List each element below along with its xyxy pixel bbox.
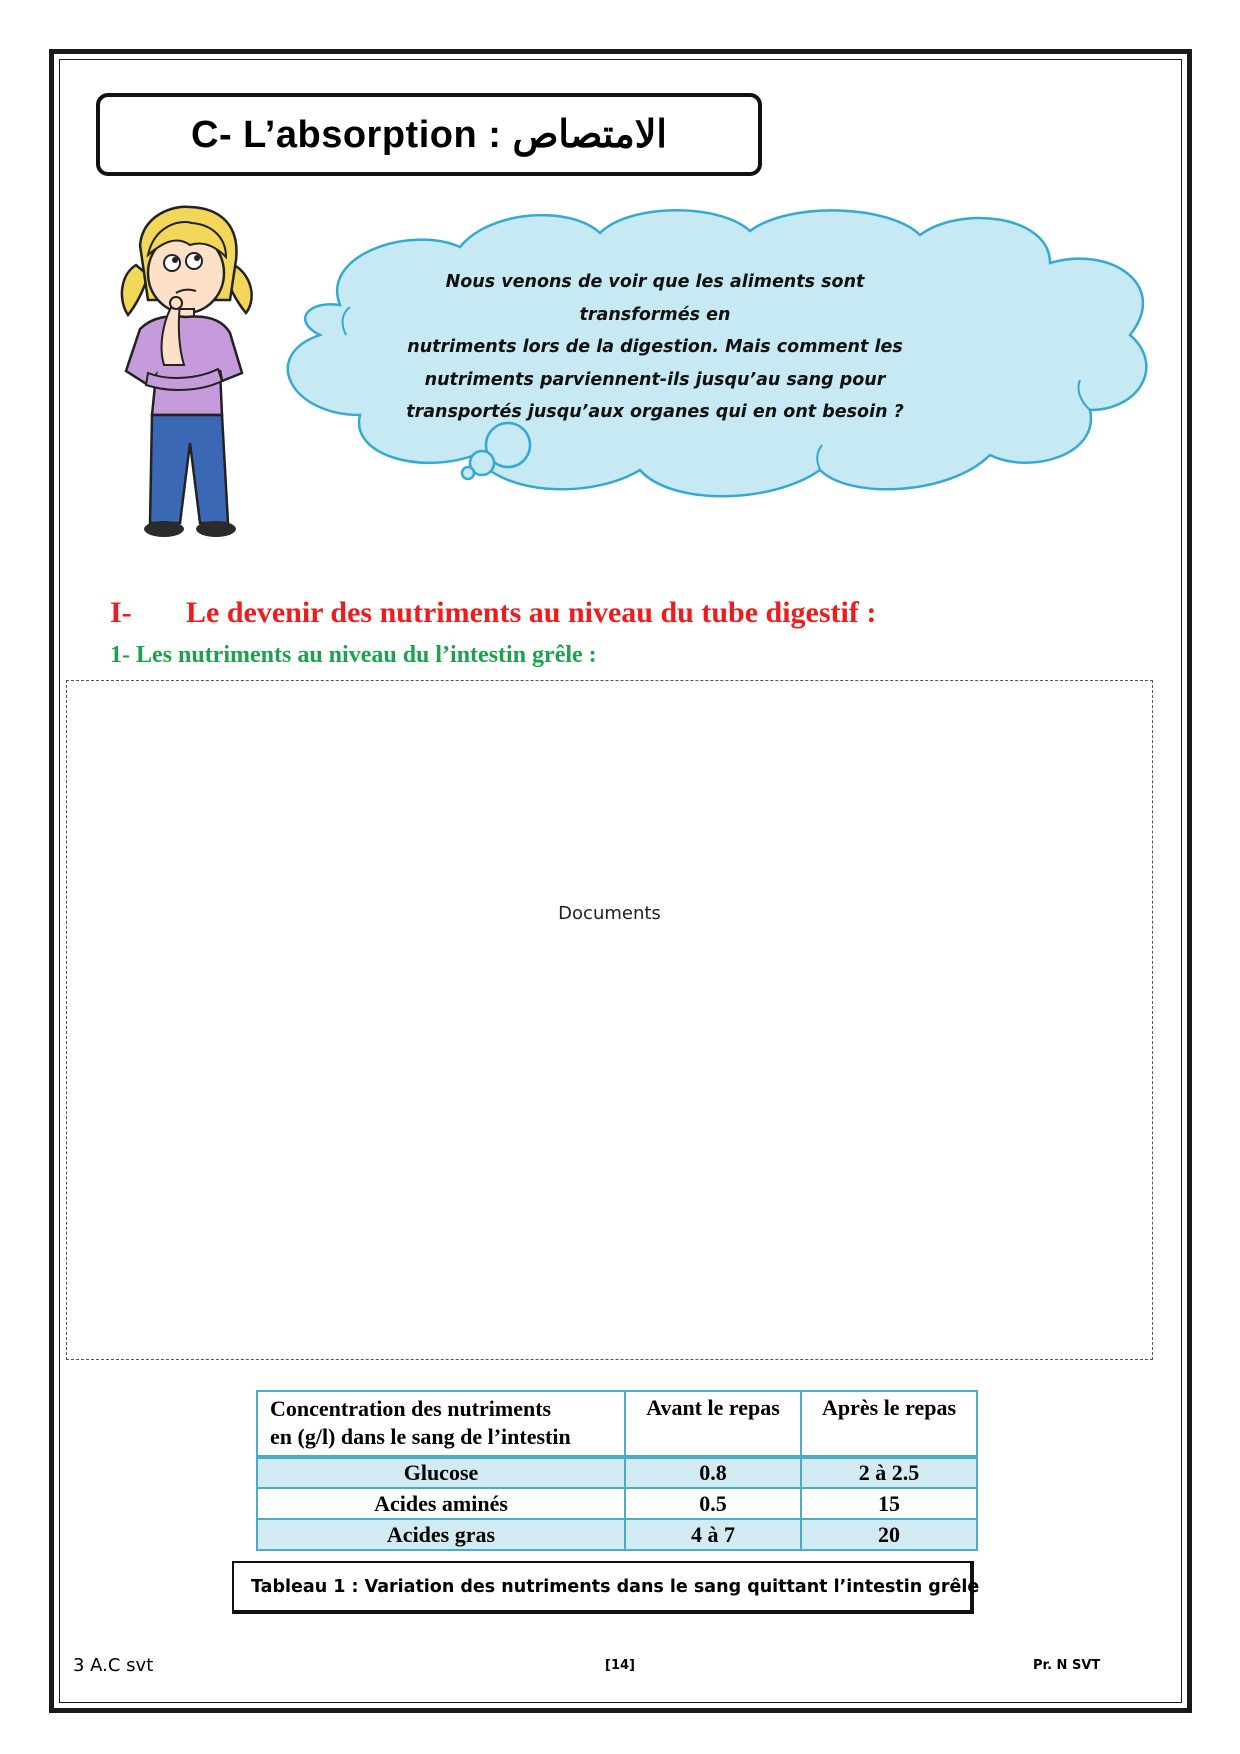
table-row — [257, 1488, 977, 1519]
table-cell: 20 — [801, 1519, 977, 1550]
header-line: Concentration des nutriments — [270, 1396, 552, 1421]
section-heading — [110, 596, 876, 630]
section-number: I- — [110, 596, 132, 629]
table-cell: 0.8 — [625, 1457, 801, 1488]
nutrients-table — [256, 1390, 978, 1551]
table-cell: 15 — [801, 1488, 977, 1519]
thinking-girl-illustration — [118, 205, 268, 540]
thought-line: transportés jusqu’aux organes qui en ont besoin ? — [406, 402, 904, 422]
documents-label: Documents — [558, 903, 661, 924]
table-row — [257, 1457, 977, 1488]
footer-page-number: [14] — [605, 1658, 635, 1673]
table-cell: 2 à 2.5 — [801, 1457, 977, 1488]
page-title: C- L’absorption : الامتصاص — [191, 114, 667, 156]
thought-bubble-text — [395, 266, 915, 429]
thought-line: nutriments parviennent-ils jusqu’au sang pour — [424, 369, 886, 390]
footer-author: Pr. N SVT — [1033, 1658, 1101, 1673]
subsection-heading: 1- Les nutriments au niveau du l’intestin grêle : — [110, 642, 597, 668]
header-line: en (g/l) dans le sang de l’intestin — [270, 1424, 571, 1449]
table-header-cell — [257, 1391, 625, 1457]
footer-class-label: 3 A.C svt — [73, 1655, 154, 1676]
table-cell: Acides aminés — [257, 1488, 625, 1519]
table-header-row — [257, 1391, 977, 1457]
table-cell: Glucose — [257, 1457, 625, 1488]
thought-line: nutriments lors de la digestion. Mais comment les — [407, 337, 903, 357]
table-cell: Acides gras — [257, 1519, 625, 1550]
table-header-cell: Avant le repas — [625, 1391, 801, 1457]
table-row — [257, 1519, 977, 1550]
table-header-cell: Après le repas — [801, 1391, 977, 1457]
title-box — [96, 93, 762, 176]
table-caption: Tableau 1 : Variation des nutriments dans le sang quittant l’intestin grêle — [232, 1561, 974, 1614]
table-cell: 0.5 — [625, 1488, 801, 1519]
section-title: Le devenir des nutriments au niveau du tube digestif : — [186, 596, 877, 629]
table-cell: 4 à 7 — [625, 1519, 801, 1550]
documents-placeholder — [66, 680, 1153, 1360]
thought-line: Nous venons de voir que les aliments sont transformés en — [445, 272, 865, 325]
